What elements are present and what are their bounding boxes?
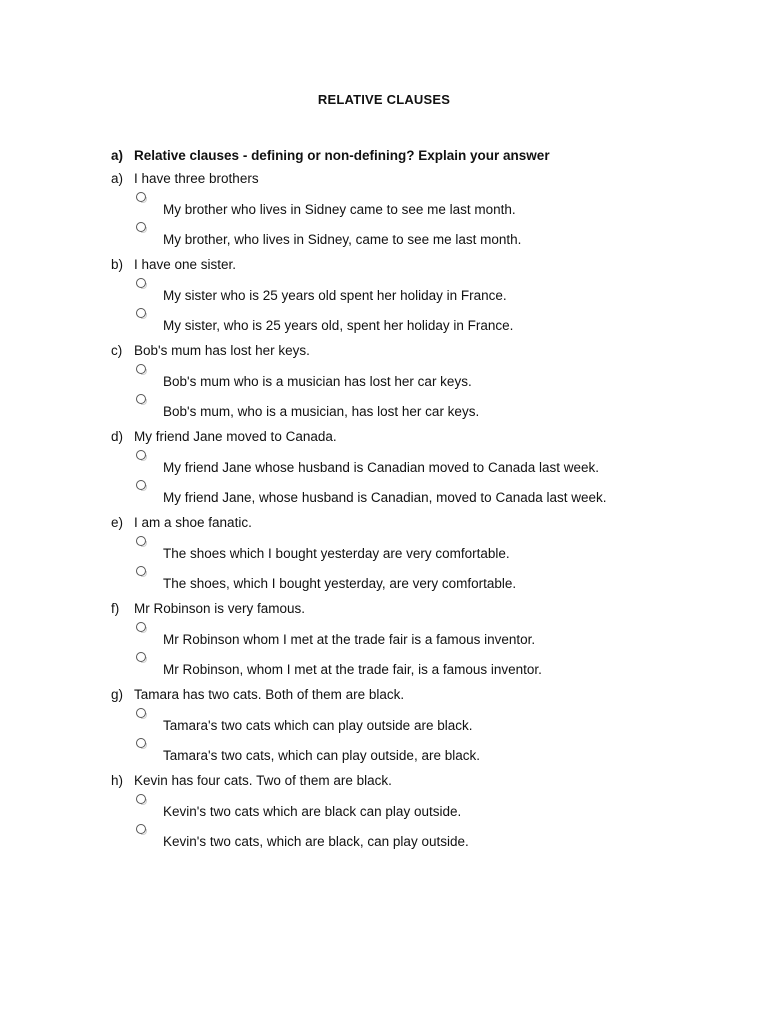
- question-text: Bob's mum has lost her keys.: [134, 343, 310, 358]
- radio-button[interactable]: [136, 824, 146, 834]
- question-b: [111, 256, 711, 342]
- answer-option[interactable]: [111, 561, 711, 591]
- answer-option[interactable]: [111, 359, 711, 389]
- option-text: Bob's mum who is a musician has lost her car keys.: [163, 374, 472, 389]
- answer-option[interactable]: [111, 617, 711, 647]
- question-prompt: [111, 600, 711, 617]
- option-text: The shoes, which I bought yesterday, are very comfortable.: [163, 576, 517, 591]
- question-d: [111, 428, 711, 514]
- question-prompt: [111, 342, 711, 359]
- radio-button[interactable]: [136, 222, 146, 232]
- question-text: Mr Robinson is very famous.: [134, 601, 306, 616]
- question-label: f): [111, 601, 120, 616]
- question-prompt: [111, 772, 711, 789]
- question-label: g): [111, 687, 124, 702]
- option-text: My friend Jane whose husband is Canadian moved to Canada last week.: [163, 460, 600, 475]
- question-f: [111, 600, 711, 686]
- answer-option[interactable]: [111, 217, 711, 247]
- option-text: My sister who is 25 years old spent her holiday in France.: [163, 288, 507, 303]
- answer-option[interactable]: [111, 187, 711, 217]
- section-heading: [111, 148, 550, 163]
- answer-option[interactable]: [111, 445, 711, 475]
- answer-option[interactable]: [111, 531, 711, 561]
- question-prompt: [111, 686, 711, 703]
- answer-option[interactable]: [111, 303, 711, 333]
- option-text: My brother who lives in Sidney came to see me last month.: [163, 202, 516, 217]
- option-text: My friend Jane, whose husband is Canadian, moved to Canada last week.: [163, 490, 607, 505]
- answer-option[interactable]: [111, 703, 711, 733]
- question-label: e): [111, 515, 124, 530]
- question-text: Tamara has two cats. Both of them are black.: [134, 687, 405, 702]
- option-text: Tamara's two cats which can play outside are black.: [163, 718, 473, 733]
- question-text: I have three brothers: [134, 171, 259, 186]
- question-prompt: [111, 428, 711, 445]
- question-list: [111, 170, 711, 858]
- radio-button[interactable]: [136, 794, 146, 804]
- option-text: Tamara's two cats, which can play outside, are black.: [163, 748, 480, 763]
- option-text: My brother, who lives in Sidney, came to see me last month.: [163, 232, 522, 247]
- radio-button[interactable]: [136, 652, 146, 662]
- option-text: My sister, who is 25 years old, spent her holiday in France.: [163, 318, 514, 333]
- radio-button[interactable]: [136, 708, 146, 718]
- radio-button[interactable]: [136, 450, 146, 460]
- radio-button[interactable]: [136, 394, 146, 404]
- question-text: Kevin has four cats. Two of them are black.: [134, 773, 392, 788]
- question-a: [111, 170, 711, 256]
- option-text: Mr Robinson whom I met at the trade fair is a famous inventor.: [163, 632, 536, 647]
- question-text: My friend Jane moved to Canada.: [134, 429, 337, 444]
- radio-button[interactable]: [136, 480, 146, 490]
- option-text: Mr Robinson, whom I met at the trade fair, is a famous inventor.: [163, 662, 542, 677]
- page-title: RELATIVE CLAUSES: [317, 92, 451, 107]
- question-label: h): [111, 773, 124, 788]
- question-text: I have one sister.: [134, 257, 237, 272]
- section-heading-text: Relative clauses - defining or non-defining? Explain your answer: [134, 148, 550, 163]
- answer-option[interactable]: [111, 789, 711, 819]
- answer-option[interactable]: [111, 389, 711, 419]
- question-label: b): [111, 257, 124, 272]
- answer-option[interactable]: [111, 819, 711, 849]
- question-label: a): [111, 171, 124, 186]
- answer-option[interactable]: [111, 733, 711, 763]
- radio-button[interactable]: [136, 738, 146, 748]
- answer-option[interactable]: [111, 273, 711, 303]
- radio-button[interactable]: [136, 278, 146, 288]
- option-text: Kevin's two cats which are black can play outside.: [163, 804, 462, 819]
- radio-button[interactable]: [136, 566, 146, 576]
- question-h: [111, 772, 711, 858]
- question-label: c): [111, 343, 123, 358]
- question-label: d): [111, 429, 124, 444]
- question-c: [111, 342, 711, 428]
- question-prompt: [111, 256, 711, 273]
- radio-button[interactable]: [136, 536, 146, 546]
- radio-button[interactable]: [136, 622, 146, 632]
- section-label: a): [111, 148, 124, 163]
- option-text: The shoes which I bought yesterday are very comfortable.: [163, 546, 510, 561]
- radio-button[interactable]: [136, 308, 146, 318]
- question-e: [111, 514, 711, 600]
- option-text: Kevin's two cats, which are black, can play outside.: [163, 834, 469, 849]
- radio-button[interactable]: [136, 192, 146, 202]
- option-text: Bob's mum, who is a musician, has lost her car keys.: [163, 404, 480, 419]
- question-prompt: [111, 514, 711, 531]
- question-prompt: [111, 170, 711, 187]
- question-g: [111, 686, 711, 772]
- answer-option[interactable]: [111, 475, 711, 505]
- radio-button[interactable]: [136, 364, 146, 374]
- answer-option[interactable]: [111, 647, 711, 677]
- question-text: I am a shoe fanatic.: [134, 515, 252, 530]
